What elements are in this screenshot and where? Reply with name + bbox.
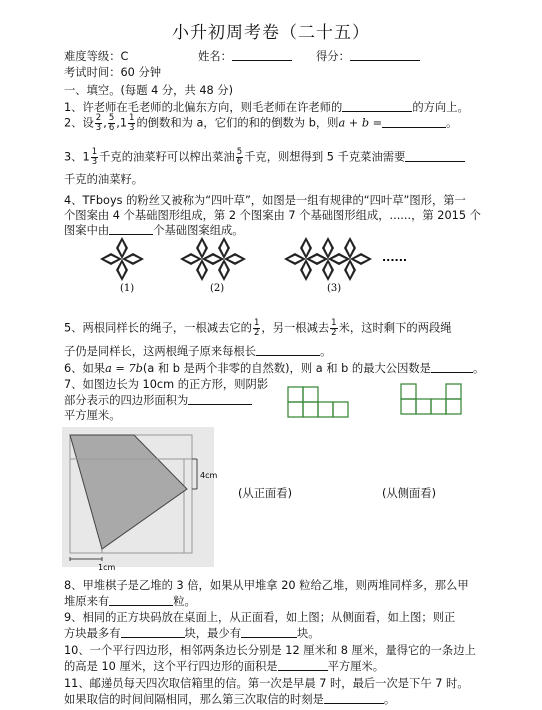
q5-fraction-2: $\frac{1}{2}$ [331, 318, 337, 338]
q6-expression: a = 7b [105, 362, 143, 375]
q2-expression: a + b = [338, 116, 383, 130]
clover-leaf [328, 253, 350, 265]
q11-text: 如果取信的时间间隔相同，那么第三次取信的时刻是 [64, 693, 324, 706]
clover-pattern-figure [0, 234, 542, 314]
figure-label-3: (3) [327, 283, 342, 294]
q4-text: 图案中由 [64, 224, 110, 237]
clover-leaf [218, 259, 230, 281]
square-figure [62, 427, 222, 572]
q2-end: 。 [446, 116, 458, 130]
question-2 [64, 114, 457, 133]
q6-answer-blank[interactable] [431, 361, 473, 373]
q5-text-2: 子仍是同样长，这两根绳子原来每根长 [64, 345, 257, 358]
q6-text-mid: (a 和 b 是两个非零的自然数)，则 a 和 b 的最大公因数是 [142, 362, 431, 375]
q10-line-2 [64, 658, 384, 674]
question-3 [64, 148, 465, 167]
q3-prefix: 3、 [64, 150, 83, 164]
q7-line-1: 7、如图边长为 10cm 的正方形，则阴影 [64, 378, 269, 391]
q2-prefix: 2、设 [64, 116, 94, 130]
name-blank[interactable] [232, 49, 292, 61]
q5-text-2-end: 。 [320, 345, 332, 358]
q4-line-1: 4、TFboys 的粉丝又被称为“四叶草”，如图是一组有规律的“四叶草”图形，第一 [64, 194, 466, 207]
q5-text: 5、两根同样长的绳子，一根减去它的 [64, 321, 252, 335]
q8-answer-blank[interactable] [109, 594, 173, 606]
clover-leaf [196, 259, 208, 281]
q3-text: 千克的油菜籽可以榨出菜油 [99, 150, 235, 164]
q11-line-2 [64, 691, 395, 707]
q2-separator: , [103, 116, 107, 130]
q5-answer-blank[interactable] [256, 344, 320, 356]
section-title: 一、填空。(每题 4 分，共 48 分) [64, 84, 234, 97]
exam-time: 考试时间：60 分钟 [64, 66, 162, 79]
q5-line-2 [64, 343, 331, 359]
figure-label-1: (1) [120, 283, 135, 294]
clover-leaf [300, 237, 312, 259]
clover-leaf [300, 259, 312, 281]
q2-fraction-2: $\frac{5}{6}$ [108, 113, 115, 133]
q3-fraction-2: $\frac{5}{6}$ [236, 147, 243, 167]
clover-leaf [322, 237, 334, 259]
q9-max-blank[interactable] [121, 626, 185, 638]
question-5 [64, 319, 452, 338]
q7-text: 部分表示的四边形面积为 [64, 394, 189, 407]
difficulty-label: 难度等级：C [64, 50, 129, 63]
clover-leaf [344, 259, 356, 281]
label-4cm: 4cm [200, 471, 218, 480]
q9-text-end: 块。 [297, 627, 320, 640]
q5-text-mid: ，另一根减去 [261, 321, 330, 335]
score-field[interactable] [316, 48, 420, 64]
q9-text: 方块最多有 [64, 627, 121, 640]
side-view-caption: (从侧面看) [382, 487, 437, 500]
q3-mixed-whole: 1 [82, 150, 90, 164]
clover-leaf [350, 253, 372, 265]
clover-leaf [202, 253, 224, 265]
q11-text-end: 。 [383, 693, 396, 706]
q3-answer-blank[interactable] [405, 150, 465, 162]
clover-leaf [116, 237, 128, 259]
q4-line-2: 个图案由 4 个基础图形组成，第 2 个图案由 7 个基础图形组成，......，第 2015 个 [64, 209, 481, 222]
label-1cm: 1cm [98, 563, 116, 572]
q9-min-blank[interactable] [241, 626, 297, 638]
clover-leaf [306, 253, 328, 265]
q8-text: 堆原来有 [64, 595, 110, 608]
q7-answer-blank[interactable] [188, 393, 252, 405]
q2-answer-blank[interactable] [382, 116, 446, 128]
clover-leaf [344, 237, 356, 259]
q3-text-rest: 千克，则想得到 5 千克菜油需要 [244, 150, 406, 164]
clover-leaf [116, 259, 128, 281]
clover-leaf [224, 253, 246, 265]
q9-line-1: 9、相同的正方块码放在桌面上，从正面看，如上图；从侧面看，如上图；则正 [64, 611, 456, 624]
q2-text: 的倒数和为 a，它们的和的倒数为 b，则 [136, 116, 339, 130]
q3-line-2: 千克的油菜籽。 [64, 173, 144, 186]
q10-text-end: 平方厘米。 [327, 660, 385, 673]
figure-ellipsis: ...... [382, 251, 408, 264]
clover-leaf [284, 253, 306, 265]
q2-fraction-3: $\frac{1}{3}$ [129, 113, 135, 133]
question-6 [64, 360, 484, 376]
q10-text: 的高是 10 厘米，这个平行四边形的面积是 [64, 660, 278, 673]
side-view-figure [398, 380, 488, 420]
clover-figure-2 [180, 237, 246, 281]
question-1 [64, 99, 469, 115]
q7-line-2 [64, 392, 252, 408]
score-label: 得分： [316, 50, 350, 63]
q1-text: 1、许老师在毛老师的北偏东方向，则毛老师在许老师的 [64, 101, 343, 114]
clover-leaf [100, 253, 122, 265]
q8-text-end: 粒。 [173, 595, 196, 608]
clover-figure-3 [284, 237, 372, 281]
clover-leaf [180, 253, 202, 265]
page-title: 小升初周考卷（二十五） [172, 23, 370, 43]
q10-answer-blank[interactable] [278, 659, 328, 671]
q6-text: 6、如果 [64, 362, 106, 375]
q7-line-3: 平方厘米。 [64, 409, 121, 422]
score-blank[interactable] [350, 49, 420, 61]
q3-fraction-1: $\frac{1}{3}$ [91, 147, 98, 167]
name-field[interactable] [198, 48, 292, 64]
q11-answer-blank[interactable] [324, 692, 384, 704]
q11-line-1: 11、邮递员每天四次取信箱里的信。第一次是早晨 7 时，最后一次是下午 7 时。 [64, 677, 469, 690]
q2-mixed-whole: 1 [119, 116, 128, 130]
q1-text-end: 的方向上。 [412, 101, 469, 114]
q8-line-1: 8、甲堆棋子是乙堆的 3 倍，如果从甲堆拿 20 粒给乙堆，则两堆同样多，那么甲 [64, 579, 469, 592]
q9-line-2 [64, 625, 320, 641]
figure-label-2: (2) [210, 283, 225, 294]
clover-leaf [322, 259, 334, 281]
q2-fraction-1: $\frac{2}{3}$ [95, 113, 102, 133]
q6-text-end: 。 [472, 362, 485, 375]
q1-answer-blank[interactable] [342, 100, 412, 112]
clover-leaf [218, 237, 230, 259]
q5-text-end: 米，这时剩下的两段绳 [338, 321, 452, 335]
clover-leaf [196, 237, 208, 259]
clover-leaf [122, 253, 144, 265]
clover-figure-1 [100, 237, 144, 281]
q10-line-1: 10、一个平行四边形，相邻两条边长分别是 12 厘米和 8 厘米，量得它的一条边上 [64, 644, 476, 657]
q9-text-mid: 块，最少有 [184, 627, 241, 640]
q5-fraction-1: $\frac{1}{2}$ [253, 318, 260, 338]
front-view-figure [285, 384, 375, 424]
name-label: 姓名： [198, 50, 232, 63]
q8-line-2 [64, 593, 196, 609]
front-view-caption: (从正面看) [238, 487, 293, 500]
q4-text-end: 个基础图案组成。 [153, 224, 244, 237]
q2-separator: , [116, 116, 120, 130]
